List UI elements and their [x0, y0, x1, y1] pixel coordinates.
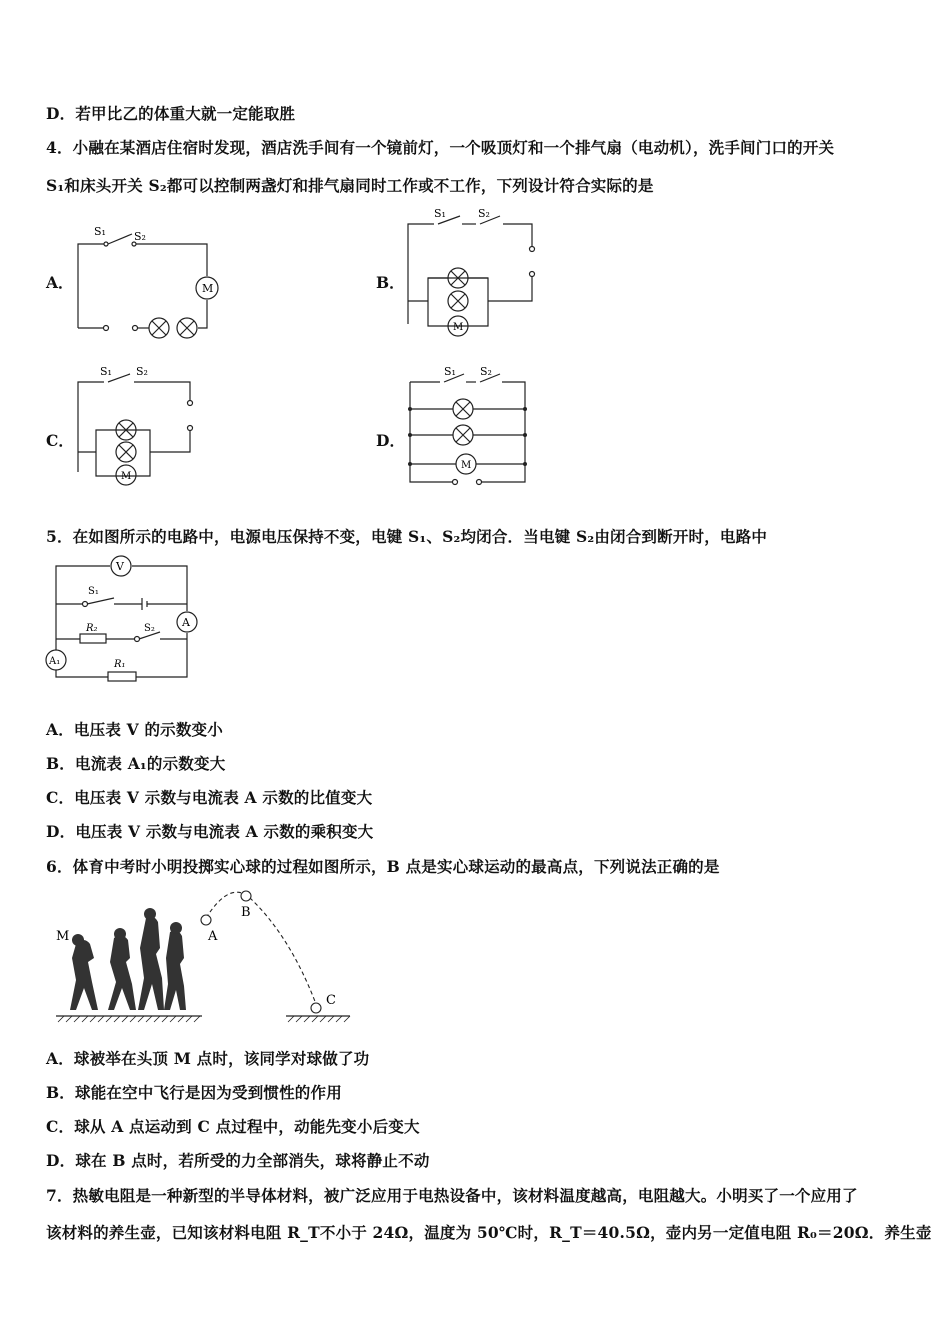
resistor-r1-label: R₁	[114, 659, 126, 670]
q7-stem-line2: 该材料的养生壶，已知该材料电阻 R_T不小于 24Ω，温度为 50℃时，R_T＝40.5Ω，壶内另一定值电阻 R₀＝20Ω．养生壶	[46, 1223, 932, 1242]
point-c-label: C	[326, 993, 336, 1008]
q3-option-d: D．若甲比乙的体重大就一定能取胜	[46, 104, 296, 123]
q6-throw-diagram	[50, 884, 360, 1026]
q5-circuit	[42, 554, 207, 684]
q4-stem-line2: S₁和床头开关 S₂都可以控制两盏灯和排气扇同时工作或不工作，下列设计符合实际的是	[46, 176, 654, 195]
q4-stem-line1: 4．小融在某酒店住宿时发现，酒店洗手间有一个镜前灯，一个吸顶灯和一个排气扇（电动机），洗手间门口的开关	[46, 138, 835, 157]
q5-option-c: C．电压表 V 示数与电流表 A 示数的比值变大	[46, 788, 373, 807]
switch-s1-label: S₁	[88, 586, 99, 597]
ball-point-b	[241, 891, 251, 901]
q6-stem: 6．体育中考时小明投掷实心球的过程如图所示，B 点是实心球运动的最高点，下列说法正确的是	[46, 857, 720, 876]
q4-label-d: D．	[376, 431, 405, 450]
ball-point-a	[201, 915, 211, 925]
ammeter-a-label: A	[182, 616, 190, 629]
motor-label: M	[121, 471, 132, 482]
switch-s2-label: S₂	[134, 230, 146, 243]
motor-label: M	[453, 322, 464, 333]
ball-point-c	[311, 1003, 321, 1013]
q5-stem: 5．在如图所示的电路中，电源电压保持不变，电键 S₁、S₂均闭合．当电键 S₂由闭合到断开时，电路中	[46, 527, 768, 546]
switch-s2-label: S₂	[136, 365, 148, 378]
q4-circuit-b	[400, 204, 550, 344]
q6-option-a: A．球被举在头顶 M 点时，该同学对球做了功	[46, 1049, 370, 1068]
motor-label: M	[202, 282, 214, 295]
q4-circuit-a	[60, 220, 230, 340]
q4-circuit-d	[400, 362, 540, 490]
q6-option-b: B．球能在空中飞行是因为受到惯性的作用	[46, 1083, 342, 1102]
athlete-figures	[70, 908, 186, 1010]
q6-option-d: D．球在 B 点时，若所受的力全部消失，球将静止不动	[46, 1151, 430, 1170]
switch-s2-label: S₂	[480, 365, 492, 378]
q5-option-b: B．电流表 A₁的示数变大	[46, 754, 226, 773]
switch-s1-label: S₁	[434, 207, 446, 220]
switch-s2-label: S₂	[478, 207, 490, 220]
q4-circuit-c	[60, 362, 210, 490]
q5-option-a: A．电压表 V 的示数变小	[46, 720, 223, 739]
switch-s2-label: S₂	[144, 623, 155, 634]
voltmeter-v-label: V	[116, 560, 124, 573]
resistor-r2-label: R₂	[86, 623, 98, 634]
q6-option-c: C．球从 A 点运动到 C 点过程中，动能先变小后变大	[46, 1117, 420, 1136]
ammeter-a1-label: A₁	[49, 656, 61, 667]
q7-stem-line1: 7．热敏电阻是一种新型的半导体材料，被广泛应用于电热设备中，该材料温度越高，电阻越大。小明买了一个应用了	[46, 1186, 858, 1205]
motor-label: M	[461, 460, 472, 471]
point-a-label: A	[208, 929, 218, 944]
point-b-label: B	[241, 905, 251, 920]
q4-label-b: B．	[376, 273, 405, 292]
point-m-label: M	[56, 929, 70, 944]
q4-label-c: C．	[46, 431, 74, 450]
switch-s1-label: S₁	[100, 365, 112, 378]
switch-s1-label: S₁	[94, 225, 106, 238]
switch-s1-label: S₁	[444, 365, 456, 378]
q4-label-a: A．	[46, 273, 74, 292]
q5-option-d: D．电压表 V 示数与电流表 A 示数的乘积变大	[46, 822, 374, 841]
